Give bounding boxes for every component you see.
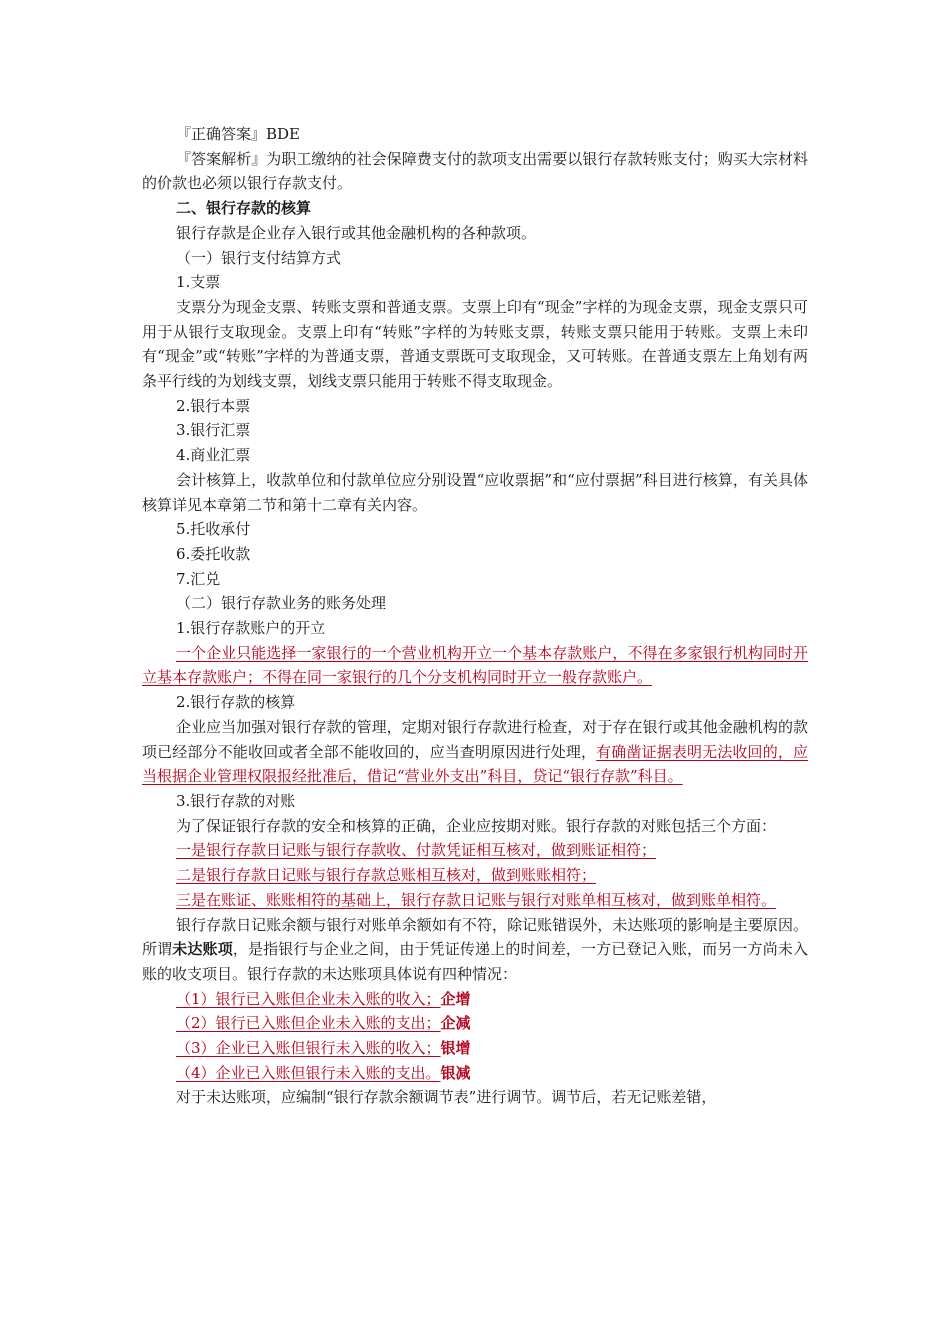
case-2-tag: 企减 [440, 1014, 471, 1033]
reconcile-item-1 [142, 838, 808, 863]
case-item-4 [142, 1061, 808, 1086]
case-item-3 [142, 1036, 808, 1061]
list-item-cheque: 1.支票 [176, 273, 221, 292]
reconcile-item-3 [142, 888, 808, 913]
unmatched-text-b: ，是指银行与企业之间，由于凭证传递上的时间差，一方已登记入账，而另一方尚未入账的收支项目。银行存款的未达账项具体说有四种情况： [142, 940, 808, 983]
cheque-paragraph: 支票分为现金支票、转账支票和普通支票。支票上印有“现金”字样的为现金支票，现金支票只可用于从银行支取现金。支票上印有“转账”字样的为转账支票，转账支票只能用于转账。支票上未印有“现金”或“转账”字样的为普通支票，普通支票既可支取现金，又可转账。在普通支票左上角划有两条平行线的为划线支票，划线支票只能用于转账不得支取现金。 [142, 297, 808, 391]
subsection-title-2: （二）银行存款业务的账务处理 [176, 594, 387, 613]
reconcile-intro-paragraph: 为了保证银行存款的安全和核算的正确，企业应按期对账。银行存款的对账包括三个方面： [176, 816, 777, 835]
list-item-deposit-accounting: 2.银行存款的核算 [176, 693, 296, 712]
accounting-paragraph: 会计核算上，收款单位和付款单位应分别设置“应收票据”和“应付票据”科目进行核算，有关具体核算详见本章第二节和第十二章有关内容。 [142, 470, 808, 514]
list-item-reconciliation: 3.银行存款的对账 [176, 791, 296, 810]
reconcile-item-1-text: 一是银行存款日记账与银行存款收、付款凭证相互核对，做到账证相符； [176, 841, 657, 860]
list-item-bank-bill: 3.银行汇票 [176, 421, 251, 440]
management-paragraph [142, 715, 808, 789]
unmatched-term: 未达账项 [172, 940, 233, 959]
account-rule-highlight: 一个企业只能选择一家银行的一个营业机构开立一个基本存款账户，不得在多家银行机构同时开立基本存款账户；不得在同一家银行的几个分支机构同时开立一般存款账户。 [142, 643, 808, 687]
analysis-paragraph: 『答案解析』为职工缴纳的社会保障费支付的款项支出需要以银行存款转账支付；购买大宗材料的价款也必须以银行存款支付。 [142, 149, 808, 193]
case-3-text: （3）企业已入账但银行未入账的收入； [176, 1039, 441, 1058]
list-item-commercial-bill: 4.商业汇票 [176, 446, 251, 465]
case-2-text: （2）银行已入账但企业未入账的支出； [176, 1014, 441, 1033]
unmatched-text-a: 银行存款日记账余额与银行对账单余额如有不符，除记账错误外，未达账项的影响是主要原因。所谓 [142, 915, 808, 959]
case-1-text: （1）银行已入账但企业未入账的收入； [176, 989, 441, 1008]
case-3-tag: 银增 [440, 1039, 471, 1058]
management-text: 企业应当加强对银行存款的管理，定期对银行存款进行检查，对于存在银行或其他金融机构的款项已经部分不能收回或者全部不能收回的，应当查明原因进行处理， [142, 717, 808, 761]
case-item-2 [142, 1011, 808, 1036]
account-rule-paragraph [142, 641, 808, 690]
case-item-1 [142, 987, 808, 1012]
reconcile-item-2-text: 二是银行存款日记账与银行存款总账相互核对，做到账账相符； [176, 866, 597, 885]
list-item-entrusted-collection: 6.委托收款 [176, 544, 251, 563]
section-title: 二、银行存款的核算 [176, 199, 312, 218]
subsection-title-1: （一）银行支付结算方式 [176, 248, 342, 267]
last-line-paragraph: 对于未达账项，应编制“银行存款余额调节表”进行调节。调节后，若无记账差错， [176, 1088, 717, 1107]
definition-paragraph: 银行存款是企业存入银行或其他金融机构的各种款项。 [176, 223, 537, 242]
reconcile-item-2 [142, 863, 808, 888]
list-item-collection-acceptance: 5.托收承付 [176, 520, 251, 539]
case-4-text: （4）企业已入账但银行未入账的支出。 [176, 1063, 441, 1082]
list-item-remittance: 7.汇兑 [176, 569, 221, 588]
answer-line: 『正确答案』BDE [176, 125, 300, 143]
list-item-account-opening: 1.银行存款账户的开立 [176, 619, 326, 638]
case-1-tag: 企增 [440, 989, 471, 1008]
list-item-bank-draft: 2.银行本票 [176, 396, 251, 415]
unmatched-paragraph [142, 913, 808, 987]
document-body [142, 122, 808, 1110]
reconcile-item-3-text: 三是在账证、账账相符的基础上，银行存款日记账与银行对账单相互核对，做到账单相符。 [176, 890, 777, 909]
management-highlight: 有确凿证据表明无法收回的，应当根据企业管理权限报经批准后，借记“营业外支出”科目，贷记“银行存款”科目。 [142, 742, 808, 786]
case-4-tag: 银减 [440, 1063, 471, 1082]
